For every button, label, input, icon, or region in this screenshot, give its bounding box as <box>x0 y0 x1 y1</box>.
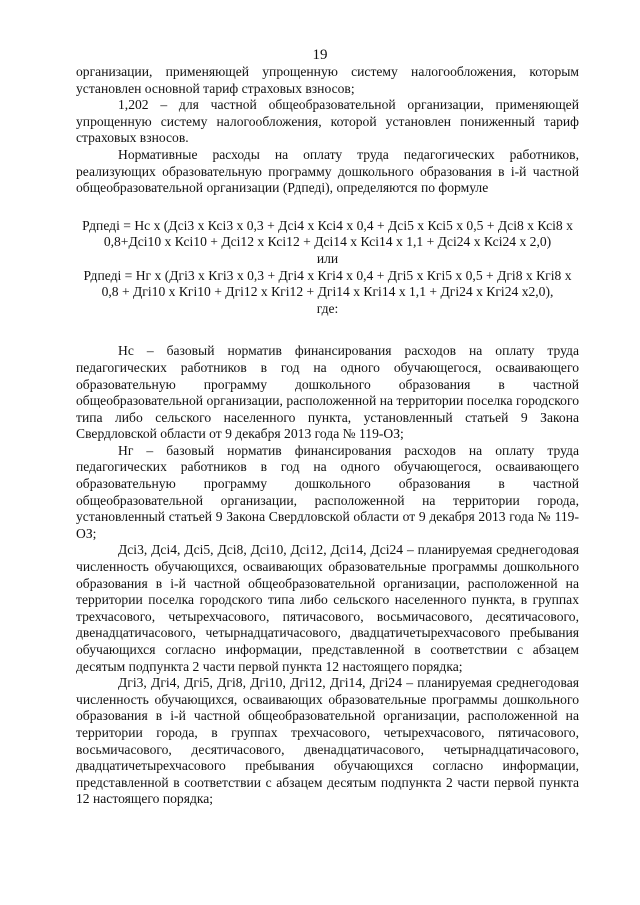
definition-hg: Нг – базовый норматив финансирования расходов на оплату труда педагогических работников в год на одного обучающегося, осваивающего образовательную программу дошкольного образования в частной общеобразовательной организации, расположенной на территории города, установленный статьей 9 Закона Свердловской области от 9 декабря 2013 года № 119-ОЗ; <box>76 442 579 541</box>
formula-2-line-2: 0,8 + Дгi10 х Кгi10 + Дгi12 х Кгi12 + Дгi14 х Кгi14 х 1,1 + Дгi24 х Кгi24 х2,0), <box>101 284 554 300</box>
definition-dg: Дгi3, Дгi4, Дгi5, Дгi8, Дгi10, Дгi12, Дгi14, Дгi24 – планируемая среднегодовая численность обучающихся, осваивающих образовательные программы дошкольного образования в i-й частной общеобразовательной организации, расположенной на территории города, в группах трехчасового, четырехчасового, пятичасового, восьмичасового, десятичасового, двенадцатичасового, четырнадцатичасового, двадцатичетырехчасового пребывания обучающихся согласно информации, представленной в соответствии с абзацем десятым подпункта 2 части первой пункта 12 настоящего порядка; <box>76 675 579 807</box>
formula-block <box>76 218 579 318</box>
definition-hs: Нс – базовый норматив финансирования расходов на оплату труда педагогических работников в год на одного обучающегося, осваивающего образовательную программу дошкольного образования в частной общеобразовательной организации, расположенной на территории поселка городского типа либо сельского населенного пункта, установленный статьей 9 Закона Свердловской области от 9 декабря 2013 года № 119-ОЗ; <box>76 343 579 442</box>
formula-2-line-1: Рдпедi = Нг х (Дгi3 х Кгi3 х 0,3 + Дгi4 х Кгi4 х 0,4 + Дгi5 х Кгi5 х 0,5 + Дгi8 х Кгi8 х <box>83 267 572 283</box>
definition-ds: Дсi3, Дсi4, Дсi5, Дсi8, Дсi10, Дсi12, Дсi14, Дсi24 – планируемая среднегодовая численность обучающихся, осваивающих образовательные программы дошкольного образования в i-й частной общеобразовательной организации, расположенной на территории поселка городского типа либо сельского населенного пункта, в группах трехчасового, четырехчасового, пятичасового, восьмичасового, десятичасового, двенадцатичасового, четырнадцатичасового, двадцатичетырехчасового пребывания обучающихся согласно информации, представленной в соответствии с абзацем десятым подпункта 2 части первой пункта 12 настоящего порядка; <box>76 542 579 674</box>
formula-1-line-1: Рдпедi = Нс х (Дсi3 х Ксi3 х 0,3 + Дсi4 х Ксi4 х 0,4 + Дсi5 х Ксi5 х 0,5 + Дсi8 х Ксi8 х <box>82 217 573 233</box>
formula-1-line-2: 0,8+Дсi10 х Ксi10 + Дсi12 х Ксi12 + Дсi14 х Ксi14 х 1,1 + Дсi24 х Ксi24 х 2,0) <box>103 234 552 250</box>
paragraph-formula-intro: Нормативные расходы на оплату труда педагогических работников, реализующих образовательную программу дошкольного образования в i-й частной общеобразовательной организации (Рдпедi), определяются по формуле <box>76 146 579 196</box>
formula-where: где: <box>316 300 339 316</box>
document-body <box>76 64 579 808</box>
spacer <box>76 317 579 343</box>
paragraph-continuation: организации, применяющей упрощенную систему налогообложения, которым установлен основной тариф страховых взносов; <box>76 64 579 96</box>
page-number: 19 <box>312 47 328 63</box>
paragraph-coefficient: 1,202 – для частной общеобразовательной организации, применяющей упрощенную систему налогообложения, которой установлен пониженный тариф страховых взносов. <box>76 97 579 146</box>
formula-or: или <box>316 250 339 266</box>
